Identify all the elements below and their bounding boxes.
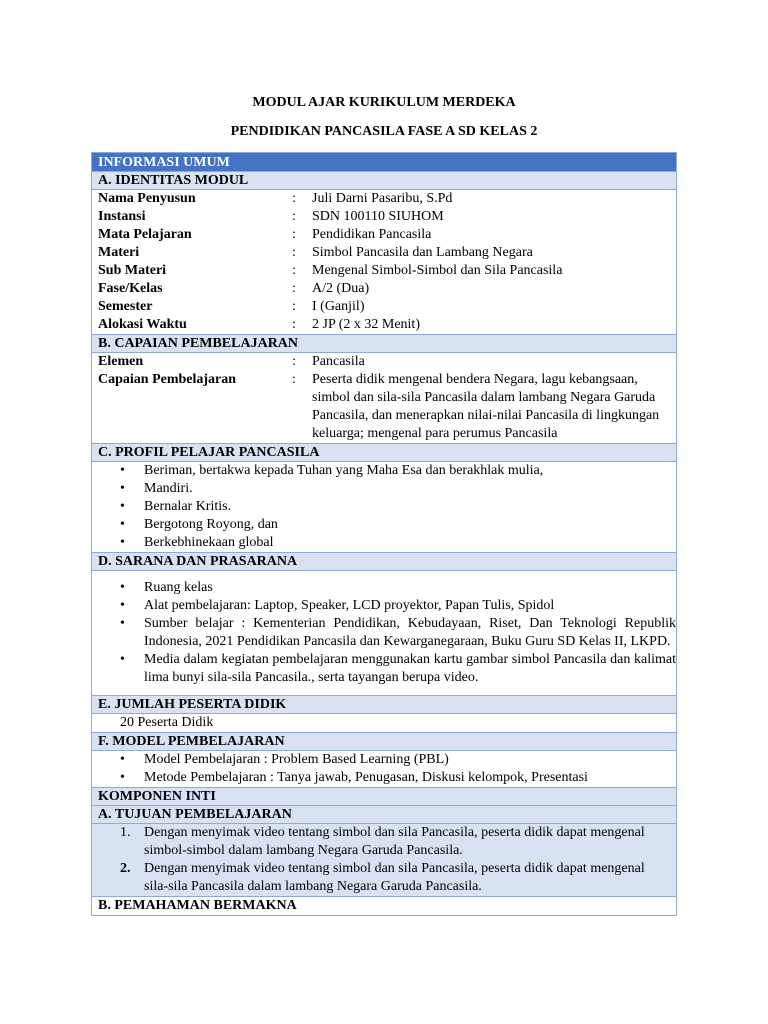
list-item: • Mandiri. <box>144 480 676 498</box>
capaian-rows <box>92 353 676 444</box>
list-item: • Bernalar Kritis. <box>144 498 676 516</box>
list-item: • Berkebhinekaan global <box>144 534 676 552</box>
heading-model-pembelajaran: F. MODEL PEMBELAJARAN <box>92 733 676 751</box>
field-separator: : <box>292 299 296 314</box>
field-value: Pendidikan Pancasila <box>312 227 432 242</box>
field-value: A/2 (Dua) <box>312 281 370 296</box>
identitas-row <box>92 226 676 244</box>
identitas-row <box>92 190 676 208</box>
list-item: • Alat pembelajaran: Laptop, Speaker, LCD proyektor, Papan Tulis, Spidol <box>144 597 676 615</box>
field-label: Elemen <box>98 354 144 369</box>
jumlah-peserta-value: 20 Peserta Didik <box>92 714 676 733</box>
field-value: Pancasila <box>312 354 365 369</box>
field-label: Nama Penyusun <box>98 191 196 206</box>
item-text: Dengan menyimak video tentang simbol dan sila Pancasila, peserta didik dapat mengenal sila-sila Pancasila dalam lambang Negara Garuda Pancasila. <box>144 861 645 894</box>
list-item: • Metode Pembelajaran : Tanya jawab, Penugasan, Diskusi kelompok, Presentasi <box>144 769 676 787</box>
list-item: • Beriman, bertakwa kepada Tuhan yang Maha Esa dan berakhlak mulia, <box>144 462 676 480</box>
heading-tujuan-pembelajaran: A. TUJUAN PEMBELAJARAN <box>92 806 676 824</box>
field-label: Mata Pelajaran <box>98 227 192 242</box>
field-value: Juli Darni Pasaribu, S.Pd <box>312 191 453 206</box>
list-item: • Bergotong Royong, dan <box>144 516 676 534</box>
document-title: MODUL AJAR KURIKULUM MERDEKA <box>252 95 516 110</box>
field-separator: : <box>292 245 296 260</box>
list-item <box>120 860 656 896</box>
field-label: Alokasi Waktu <box>98 317 187 332</box>
identitas-row <box>92 244 676 262</box>
identitas-row <box>92 280 676 298</box>
section-komponen-inti: KOMPONEN INTI <box>92 788 676 806</box>
identitas-row <box>92 316 676 334</box>
document-subtitle: PENDIDIKAN PANCASILA FASE A SD KELAS 2 <box>230 124 538 139</box>
heading-identitas-modul: A. IDENTITAS MODUL <box>92 172 676 190</box>
sarana-list-cell <box>92 571 676 696</box>
field-value: Peserta didik mengenal bendera Negara, lagu kebangsaan, simbol dan sila-sila Pancasila dalam lambang Negara Garuda Pancasila, dan menerapkan nilai-nilai Pancasila di lingkungan keluarga; mengenal para perumus Pancasila <box>312 372 660 441</box>
field-separator: : <box>292 191 296 206</box>
tujuan-list-cell <box>92 824 676 897</box>
field-label: Instansi <box>98 209 146 224</box>
capaian-row <box>92 353 676 371</box>
field-value: Mengenal Simbol-Simbol dan Sila Pancasila <box>312 263 563 278</box>
profil-list-cell <box>92 462 676 553</box>
model-list <box>92 751 676 787</box>
field-separator: : <box>292 317 296 332</box>
tujuan-list <box>92 824 676 896</box>
field-value: 2 JP (2 x 32 Menit) <box>312 317 420 332</box>
sarana-list <box>92 579 676 687</box>
field-separator: : <box>292 281 296 296</box>
field-label: Fase/Kelas <box>98 281 163 296</box>
identitas-row <box>92 298 676 316</box>
heading-pemahaman-bermakna: B. PEMAHAMAN BERMAKNA <box>92 897 676 915</box>
field-separator: : <box>292 227 296 242</box>
list-item: • Sumber belajar : Kementerian Pendidikan, Kebudayaan, Riset, Dan Teknologi Republik Indonesia, 2021 Pendidikan Pancasila dan Kewarganegaraan, Buku Guru SD Kelas II, LKPD. <box>144 615 676 651</box>
list-item: • Ruang kelas <box>144 579 676 597</box>
identitas-row <box>92 262 676 280</box>
identitas-row <box>92 208 676 226</box>
field-separator: : <box>292 354 296 369</box>
field-label: Semester <box>98 299 153 314</box>
field-value: SDN 100110 SIUHOM <box>312 209 444 224</box>
heading-capaian-pembelajaran: B. CAPAIAN PEMBELAJARAN <box>92 335 676 353</box>
item-text: Dengan menyimak video tentang simbol dan sila Pancasila, peserta didik dapat mengenal simbol-simbol dalam lambang Negara Garuda Pancasila. <box>144 825 645 858</box>
field-label: Sub Materi <box>98 263 167 278</box>
heading-jumlah-peserta: E. JUMLAH PESERTA DIDIK <box>92 696 676 714</box>
list-item: • Model Pembelajaran : Problem Based Learning (PBL) <box>144 751 676 769</box>
identitas-rows <box>92 190 676 335</box>
field-separator: : <box>292 209 296 224</box>
field-value: Simbol Pancasila dan Lambang Negara <box>312 245 533 260</box>
capaian-row <box>92 371 676 443</box>
profil-list <box>92 462 676 552</box>
model-list-cell <box>92 751 676 788</box>
field-label: Capaian Pembelajaran <box>98 372 237 387</box>
module-table <box>91 152 677 916</box>
list-item: • Media dalam kegiatan pembelajaran menggunakan kartu gambar simbol Pancasila dan kalimat lima bunyi sila-sila Pancasila., serta tayangan berupa video. <box>144 651 676 687</box>
field-value: I (Ganjil) <box>312 299 365 314</box>
section-informasi-umum: INFORMASI UMUM <box>92 153 676 172</box>
item-number: 1. <box>120 825 131 840</box>
field-separator: : <box>292 372 296 387</box>
heading-sarana-prasarana: D. SARANA DAN PRASARANA <box>92 553 676 571</box>
field-separator: : <box>292 263 296 278</box>
field-label: Materi <box>98 245 140 260</box>
item-number: 2. <box>120 861 131 876</box>
list-item <box>120 824 656 860</box>
heading-profil-pelajar: C. PROFIL PELAJAR PANCASILA <box>92 444 676 462</box>
